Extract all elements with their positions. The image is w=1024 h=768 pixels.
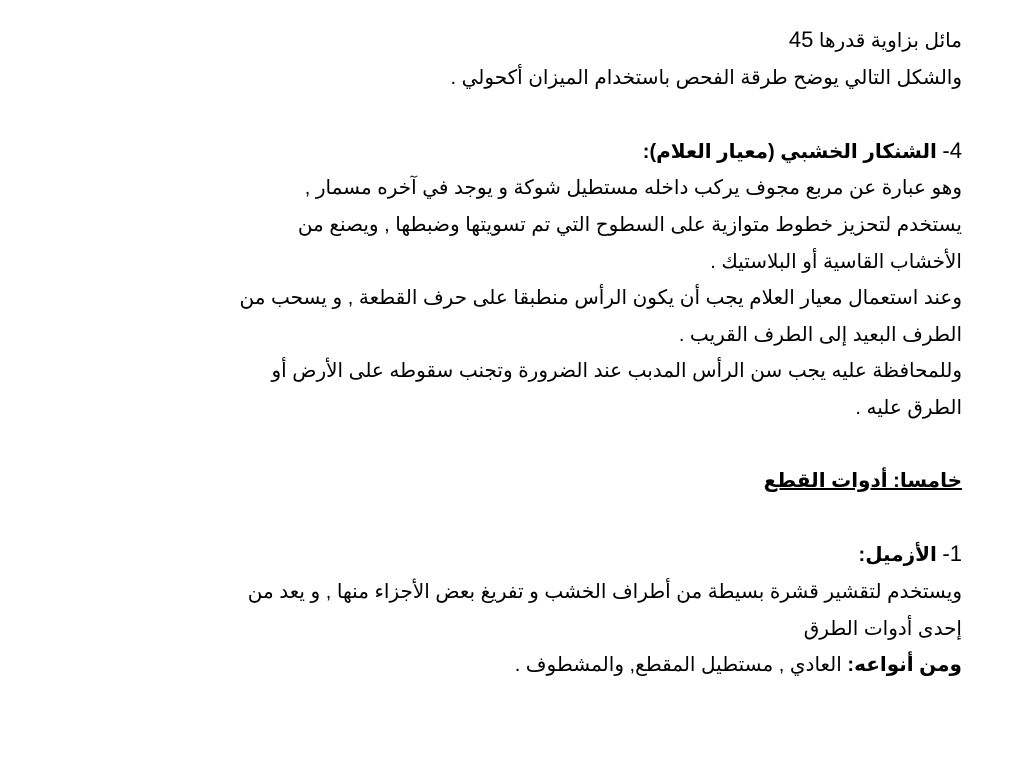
item-4-line: الطرق عليه .	[855, 396, 962, 419]
item-4-line: الطرف البعيد إلى الطرف القريب .	[678, 323, 962, 346]
item-4-title: الشنكار الخشبي (معيار العلام):	[642, 140, 937, 163]
item-1-number: 1-	[942, 541, 962, 567]
types-label: ومن أنواعه:	[847, 654, 962, 677]
document-body	[70, 22, 962, 684]
item-1-types	[70, 647, 962, 684]
item-4-number: 4-	[942, 137, 962, 163]
intro-line-2: والشكل التالي يوضح طرقة الفحص باستخدام الميزان أكحولي .	[450, 66, 962, 89]
section-5-title: خامسا: أدوات القطع	[763, 470, 962, 493]
item-4-heading	[70, 133, 962, 171]
item-4-line: وللمحافظة عليه يجب سن الرأس المدبب عند الضرورة وتجنب سقوطه على الأرض أو	[271, 360, 962, 383]
item-1-line: إحدى أدوات الطرق	[803, 617, 962, 640]
spacer	[70, 500, 962, 537]
spacer	[70, 427, 962, 464]
types-text: العادي , مستطيل المقطع, والمشطوف .	[514, 654, 842, 677]
item-1-title: الأزميل:	[858, 544, 937, 567]
item-4-line: الأخشاب القاسية أو البلاستيك .	[710, 250, 962, 273]
item-4-line: يستخدم لتحزيز خطوط متوازية على السطوح التي تم تسويتها وضبطها , ويصنع من	[297, 213, 962, 236]
item-1-line: ويستخدم لتقشير قشرة بسيطة من أطراف الخشب و تفريغ بعض الأجزاء منها , و يعد من	[247, 580, 962, 603]
intro-line-1	[70, 22, 962, 60]
item-1-heading	[70, 536, 962, 574]
item-4-line: وعند استعمال معيار العلام يجب أن يكون الرأس منطبقا على حرف القطعة , و يسحب من	[239, 287, 962, 310]
spacer	[70, 96, 962, 133]
item-4-line: وهو عبارة عن مربع مجوف يركب داخله مستطيل شوكة و يوجد في آخره مسمار ,	[304, 177, 962, 200]
angle-value: 45	[788, 27, 814, 52]
intro-line-1-text: مائل بزاوية قدرها	[818, 30, 962, 52]
